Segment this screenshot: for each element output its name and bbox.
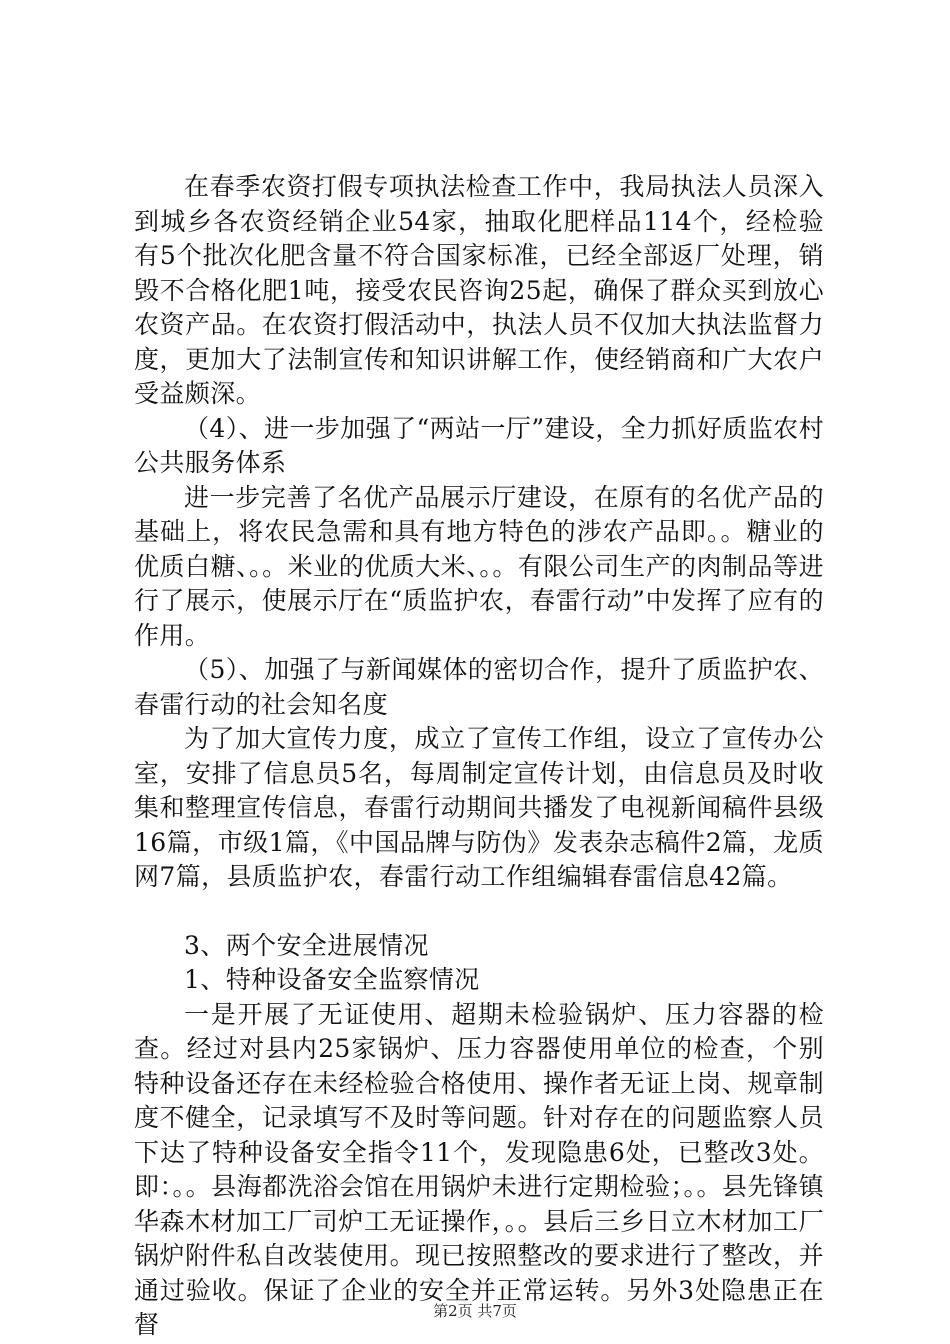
- section-heading-4: （4）、进一步加强了“两站一厅”建设，全力抓好质监农村公共服务体系: [134, 413, 824, 477]
- document-body: [134, 170, 824, 1343]
- subsection-heading-1: 1、特种设备安全监察情况: [184, 965, 480, 994]
- section-heading-3: 3、两个安全进展情况: [184, 930, 429, 960]
- paragraph-inspection-results: 在春季农资打假专项执法检查工作中，我局执法人员深入到城乡各农资经销企业54家，抽取化肥样品114个，经检验有5个批次化肥含量不符合国家标准，已经全部返厂处理，销毁不合格化肥1吨，接受农民咨询25起，确保了群众买到放心农资产品。在农资打假活动中，执法人员不仅加大执法监督力度，更加大了法制宣传和知识讲解工作，使经销商和广大农户受益颇深。: [134, 172, 824, 408]
- section-heading-5: （5）、加强了与新闻媒体的密切合作，提升了质监护农、春雷行动的社会知名度: [134, 655, 824, 719]
- paragraph-showroom: 进一步完善了名优产品展示厅建设，在原有的名优产品的基础上，将农民急需和具有地方特色的涉农产品即。。糖业的优质白糖、。。米业的优质大米、。。有限公司生产的肉制品等进行了展示，使展示厅在“质监护农，春雷行动”中发挥了应有的作用。: [134, 482, 824, 650]
- paragraph-equipment-inspection: 一是开展了无证使用、超期未检验锅炉、压力容器的检查。经过对县内25家锅炉、压力容器使用单位的检查，个别特种设备还存在未经检验合格使用、操作者无证上岗、规章制度不健全，记录填写不及时等问题。针对存在的问题监察人员下达了特种设备安全指令11个，发现隐患6处，已整改3处。即：。。县海都洗浴会馆在用锅炉未进行定期检验；。。县先锋镇华森木材加工厂司炉工无证操作，。。县后三乡日立木材加工厂锅炉附件私自改装使用。现已按照整改的要求进行了整改，并通过验收。保证了企业的安全并正常运转。另外3处隐患正在督: [134, 999, 824, 1339]
- page-footer: 第2页 共7页: [433, 1302, 517, 1320]
- paragraph-publicity: 为了加大宣传力度，成立了宣传工作组，设立了宣传办公室，安排了信息员5名，每周制定宣传计划，由信息员及时收集和整理宣传信息，春雷行动期间共播发了电视新闻稿件县级16篇，市级1篇，《中国品牌与防伪》发表杂志稿件2篇，龙质网7篇，县质监护农，春雷行动工作组编辑春雷信息42篇。: [134, 724, 824, 891]
- paragraph-spacer: [134, 895, 824, 929]
